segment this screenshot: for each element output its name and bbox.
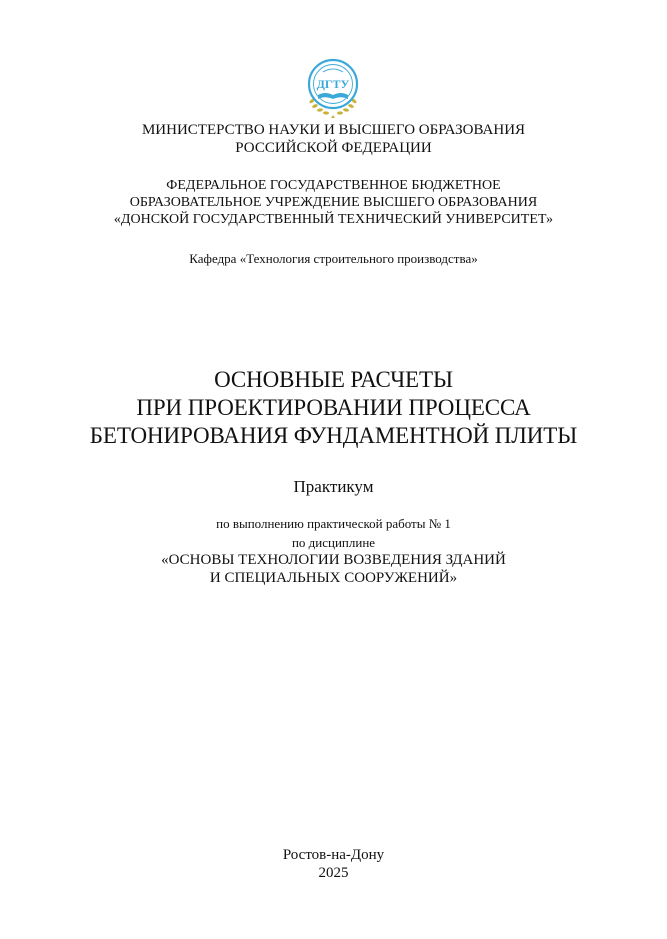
svg-text:ДГТУ: ДГТУ — [316, 77, 350, 91]
department: Кафедра «Технология строительного производства» — [189, 251, 478, 266]
institution-line-2: ОБРАЗОВАТЕЛЬНОЕ УЧРЕЖДЕНИЕ ВЫСШЕГО ОБРАЗОВАНИЯ — [129, 195, 538, 210]
title-line-3: БЕТОНИРОВАНИЯ ФУНДАМЕНТНОЙ ПЛИТЫ — [89, 423, 578, 448]
purpose-line-1: по выполнению практической работы № 1 — [216, 516, 451, 531]
institution-line-1: ФЕДЕРАЛЬНОЕ ГОСУДАРСТВЕННОЕ БЮДЖЕТНОЕ — [166, 178, 501, 193]
discipline-line-2: И СПЕЦИАЛЬНЫХ СООРУЖЕНИЙ» — [209, 570, 458, 586]
title-line-1: ОСНОВНЫЕ РАСЧЕТЫ — [214, 367, 453, 392]
title-line-2: ПРИ ПРОЕКТИРОВАНИИ ПРОЦЕССА — [136, 395, 531, 420]
footer-city: Ростов-на-Дону — [282, 847, 385, 863]
footer-year: 2025 — [318, 865, 349, 881]
institution-line-3: «ДОНСКОЙ ГОСУДАРСТВЕННЫЙ ТЕХНИЧЕСКИЙ УНИВЕРСИТЕТ» — [113, 212, 554, 227]
discipline-line-1: «ОСНОВЫ ТЕХНОЛОГИИ ВОЗВЕДЕНИЯ ЗДАНИЙ — [161, 552, 506, 568]
document-type: Практикум — [293, 477, 374, 496]
ministry-line-1: МИНИСТЕРСТВО НАУКИ И ВЫСШЕГО ОБРАЗОВАНИЯ — [141, 122, 526, 138]
university-emblem-icon — [303, 57, 363, 119]
purpose-line-2: по дисциплине — [291, 535, 376, 550]
ministry-line-2: РОССИЙСКОЙ ФЕДЕРАЦИИ — [235, 140, 432, 156]
